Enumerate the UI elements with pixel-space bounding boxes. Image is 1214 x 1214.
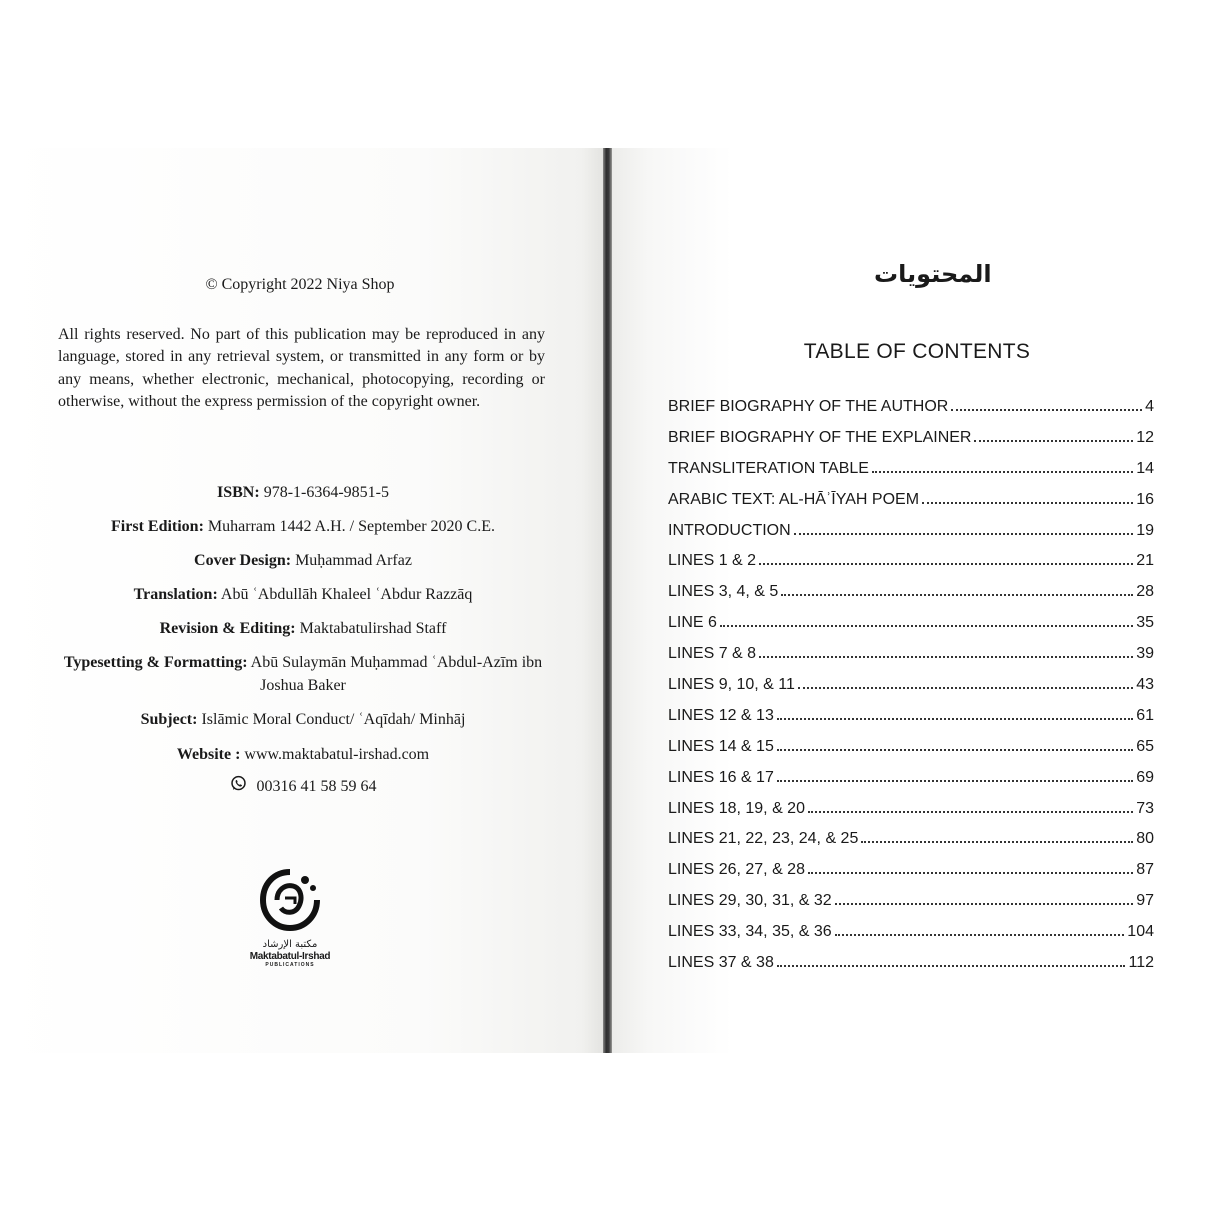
toc-entry-title: LINES 26, 27, & 28 xyxy=(668,861,805,879)
dot-leader xyxy=(720,624,1133,627)
dot-leader xyxy=(759,562,1133,565)
dot-leader xyxy=(951,408,1142,411)
toc-entry-page: 39 xyxy=(1136,645,1154,663)
logo-arabic-name: مكتبة الإرشاد xyxy=(262,939,318,950)
toc-entry xyxy=(668,800,1154,831)
dot-leader xyxy=(777,748,1133,751)
subject-label: Subject: xyxy=(140,711,198,728)
toc-entry-page: 4 xyxy=(1145,398,1154,415)
toc-entry-page: 80 xyxy=(1136,830,1154,848)
website-value: www.maktabatul-irshad.com xyxy=(244,746,430,763)
subject-line xyxy=(60,709,546,732)
toc-entry-title: LINE 6 xyxy=(668,614,717,632)
logo-english-name: Maktabatul-Irshad xyxy=(249,951,331,962)
toc-entry xyxy=(668,676,1154,707)
publisher-logo xyxy=(248,868,332,978)
toc-entry-title: ARABIC TEXT: AL-HĀʾĪYAH POEM xyxy=(668,490,920,508)
dot-leader xyxy=(808,810,1133,813)
toc-entry-page: 61 xyxy=(1136,706,1154,724)
toc-list xyxy=(668,398,1154,985)
dot-leader xyxy=(794,532,1134,535)
toc-entry xyxy=(668,923,1154,954)
toc-entry-page: 12 xyxy=(1136,428,1154,446)
edition-line xyxy=(60,516,546,539)
toc-entry-title: LINES 21, 22, 23, 24, & 25 xyxy=(668,830,859,848)
toc-entry-page: 19 xyxy=(1136,521,1154,539)
toc-entry-page: 65 xyxy=(1136,737,1154,755)
toc-entry-title: LINES 18, 19, & 20 xyxy=(668,799,805,817)
toc-entry-title: BRIEF BIOGRAPHY OF THE EXPLAINER xyxy=(668,428,972,446)
toc-entry-page: 69 xyxy=(1136,768,1154,786)
toc-entry-page: 35 xyxy=(1136,614,1154,632)
toc-entry-page: 21 xyxy=(1136,552,1154,570)
toc-entry-title: LINES 9, 10, & 11 xyxy=(668,676,795,694)
toc-entry xyxy=(668,738,1154,769)
phone-number: 00316 41 58 59 64 xyxy=(256,777,377,795)
dot-leader xyxy=(781,593,1133,596)
edition-value: Muharram 1442 A.H. / September 2020 C.E. xyxy=(207,518,495,535)
logo-tagline: PUBLICATIONS xyxy=(265,962,315,968)
toc-entry-title: LINES 16 & 17 xyxy=(668,768,774,786)
book-spread xyxy=(0,148,1214,1053)
dot-leader xyxy=(759,655,1133,658)
website-line xyxy=(60,744,546,767)
phone-line xyxy=(60,775,546,800)
toc-entry-title: LINES 33, 34, 35, & 36 xyxy=(668,923,832,941)
edition-label: First Edition: xyxy=(111,518,204,535)
translation-label: Translation: xyxy=(133,586,218,603)
toc-entry xyxy=(668,429,1154,460)
typesetting-line xyxy=(60,652,546,697)
typesetting-value: Abū Sulaymān Muḥammad ʿAbdul-Azīm ibn Joshua Baker xyxy=(250,654,543,694)
dot-leader xyxy=(835,902,1134,905)
cover-design-line xyxy=(60,550,546,573)
typesetting-label: Typesetting & Formatting: xyxy=(63,654,248,671)
dot-leader xyxy=(974,439,1133,442)
toc-entry-page: 112 xyxy=(1128,954,1154,972)
toc-entry-title: TRANSLITERATION TABLE xyxy=(668,459,869,477)
toc-entry-page: 14 xyxy=(1136,459,1154,477)
toc-entry-page: 97 xyxy=(1136,892,1154,910)
copyright-page xyxy=(0,148,606,1053)
toc-entry-title: LINES 7 & 8 xyxy=(668,645,757,663)
toc-entry-title: INTRODUCTION xyxy=(668,521,791,539)
toc-entry xyxy=(668,552,1154,583)
dot-leader xyxy=(872,470,1133,473)
isbn-line xyxy=(60,482,546,505)
toc-entry-page: 73 xyxy=(1136,799,1154,817)
toc-entry xyxy=(668,645,1154,676)
dot-leader xyxy=(777,779,1133,782)
toc-entry xyxy=(668,522,1154,553)
dot-leader xyxy=(798,686,1133,689)
toc-entry xyxy=(668,830,1154,861)
toc-entry-page: 16 xyxy=(1136,490,1154,508)
toc-entry xyxy=(668,583,1154,614)
dot-leader xyxy=(808,871,1133,874)
publisher-emblem-icon xyxy=(255,868,325,934)
book-spine xyxy=(603,148,612,1053)
isbn-value: 978-1-6364-9851-5 xyxy=(263,484,389,501)
copyright-notice: © Copyright 2022 Niya Shop xyxy=(205,276,395,293)
revision-value: Maktabatulirshad Staff xyxy=(299,620,447,637)
toc-entry-page: 104 xyxy=(1127,923,1154,941)
toc-entry xyxy=(668,398,1154,429)
revision-label: Revision & Editing: xyxy=(159,620,296,637)
toc-entry xyxy=(668,892,1154,923)
toc-entry xyxy=(668,491,1154,522)
translation-value: Abū ʿAbdullāh Khaleel ʿAbdur Razzāq xyxy=(220,586,473,603)
dot-leader xyxy=(835,933,1125,936)
toc-entry-title: LINES 29, 30, 31, & 32 xyxy=(668,892,832,910)
toc-entry xyxy=(668,460,1154,491)
toc-entry-page: 28 xyxy=(1136,583,1154,601)
toc-entry xyxy=(668,769,1154,800)
cover-design-value: Muḥammad Arfaz xyxy=(295,552,412,569)
toc-entry xyxy=(668,954,1154,985)
toc-entry-page: 87 xyxy=(1136,861,1154,879)
isbn-label: ISBN: xyxy=(217,484,260,501)
subject-value: Islāmic Moral Conduct/ ʿAqīdah/ Minhāj xyxy=(201,711,466,728)
website-label: Website : xyxy=(176,746,241,763)
toc-entry xyxy=(668,861,1154,892)
rights-statement: All rights reserved. No part of this publication may be reproduced in any language, stored in any retrieval system, or transmitted in any form or by any means, whether electronic, mechanical, photocopying, recording or otherwise, without the express permission of the copyright owner. xyxy=(58,326,545,411)
arabic-contents-title: المحتويات xyxy=(874,260,992,288)
toc-entry-title: LINES 1 & 2 xyxy=(668,552,757,570)
dot-leader xyxy=(777,717,1133,720)
toc-entry-title: LINES 37 & 38 xyxy=(668,954,774,972)
revision-line xyxy=(60,618,546,641)
toc-entry xyxy=(668,614,1154,645)
cover-design-label: Cover Design: xyxy=(194,552,292,569)
toc-entry-title: BRIEF BIOGRAPHY OF THE AUTHOR xyxy=(668,398,949,415)
whatsapp-icon xyxy=(230,775,247,800)
toc-entry-title: LINES 14 & 15 xyxy=(668,737,774,755)
dot-leader xyxy=(922,501,1133,504)
toc-entry-title: LINES 3, 4, & 5 xyxy=(668,583,779,601)
translation-line xyxy=(60,584,546,607)
contents-page xyxy=(612,148,1214,1053)
toc-entry xyxy=(668,707,1154,738)
toc-heading: TABLE OF CONTENTS xyxy=(803,340,1031,363)
dot-leader xyxy=(861,840,1133,843)
dot-leader xyxy=(777,964,1126,967)
toc-entry-page: 43 xyxy=(1136,676,1154,694)
toc-entry-title: LINES 12 & 13 xyxy=(668,706,774,724)
